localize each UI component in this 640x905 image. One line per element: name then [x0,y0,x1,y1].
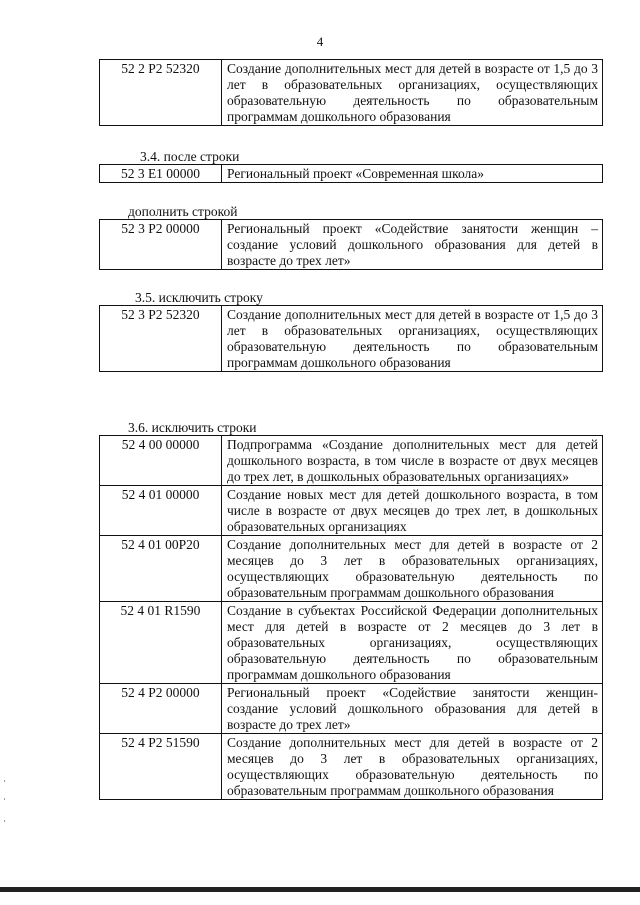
row-description: Создание в субъектах Российской Федерации дополнительных мест для детей в возрасте от 2 месяцев до 3 лет в образовательных организациях, осуществляющих образовательную деятельность по образовательным программам дошкольного образования [222,602,603,684]
table-row [100,734,603,800]
code-table-3-6 [99,435,603,800]
table-row [100,60,603,126]
budget-code: 52 2 P2 52320 [100,60,222,126]
row-description: Создание дополнительных мест для детей в возрасте от 2 месяцев до 3 лет в образовательных организациях, осуществляющих образовательную деятельность по образовательным программам дошкольного образования [222,734,603,800]
section-label-add-row: дополнить строкой [128,204,238,219]
scan-bottom-edge [0,887,640,892]
table-row [100,536,603,602]
budget-code: 52 4 P2 00000 [100,684,222,734]
row-description: Создание дополнительных мест для детей в возрасте от 1,5 до 3 лет в образовательных организациях, осуществляющих образовательную деятельность по образовательным программам дошкольного образования [222,306,603,372]
table-row [100,684,603,734]
budget-code: 52 4 01 00P20 [100,536,222,602]
budget-code: 52 3 P2 52320 [100,306,222,372]
row-description: Региональный проект «Содействие занятости женщин – создание условий дошкольного образования для детей в возрасте до трех лет» [222,220,603,270]
table-row [100,602,603,684]
table-row [100,436,603,486]
table-row [100,165,603,183]
row-description: Региональный проект «Современная школа» [222,165,603,183]
row-description: Региональный проект «Содействие занятости женщин- создание условий дошкольного образования для детей в возрасте до трех лет» [222,684,603,734]
code-table-continuation [99,59,603,126]
budget-code: 52 4 01 00000 [100,486,222,536]
row-description: Создание дополнительных мест для детей в возрасте от 2 месяцев до 3 лет в образовательных организациях, осуществляющих образовательную деятельность по образовательным программам дошкольного образования [222,536,603,602]
table-row [100,306,603,372]
section-label-3-6: 3.6. исключить строки [128,420,257,435]
page-number: 4 [316,34,324,49]
code-table-3-4 [99,164,603,183]
row-description: Создание новых мест для детей дошкольного возраста, в том числе в возрасте от двух месяцев до трех лет, в дошкольных образовательных организациях [222,486,603,536]
budget-code: 52 3 P2 00000 [100,220,222,270]
budget-code: 52 4 P2 51590 [100,734,222,800]
section-label-3-5: 3.5. исключить строку [135,290,263,305]
scan-margin-marks [4,780,6,840]
code-table-add-row [99,219,603,270]
budget-code: 52 3 E1 00000 [100,165,222,183]
section-label-3-4: 3.4. после строки [140,149,240,164]
budget-code: 52 4 01 R1590 [100,602,222,684]
budget-code: 52 4 00 00000 [100,436,222,486]
table-row [100,220,603,270]
code-table-3-5 [99,305,603,372]
row-description: Создание дополнительных мест для детей в возрасте от 1,5 до 3 лет в образовательных организациях, осуществляющих образовательную деятельность по образовательным программам дошкольного образования [222,60,603,126]
row-description: Подпрограмма «Создание дополнительных мест для детей дошкольного возраста, в том числе в возрасте от двух месяцев до трех лет, в дошкольных образовательных организациях» [222,436,603,486]
table-row [100,486,603,536]
